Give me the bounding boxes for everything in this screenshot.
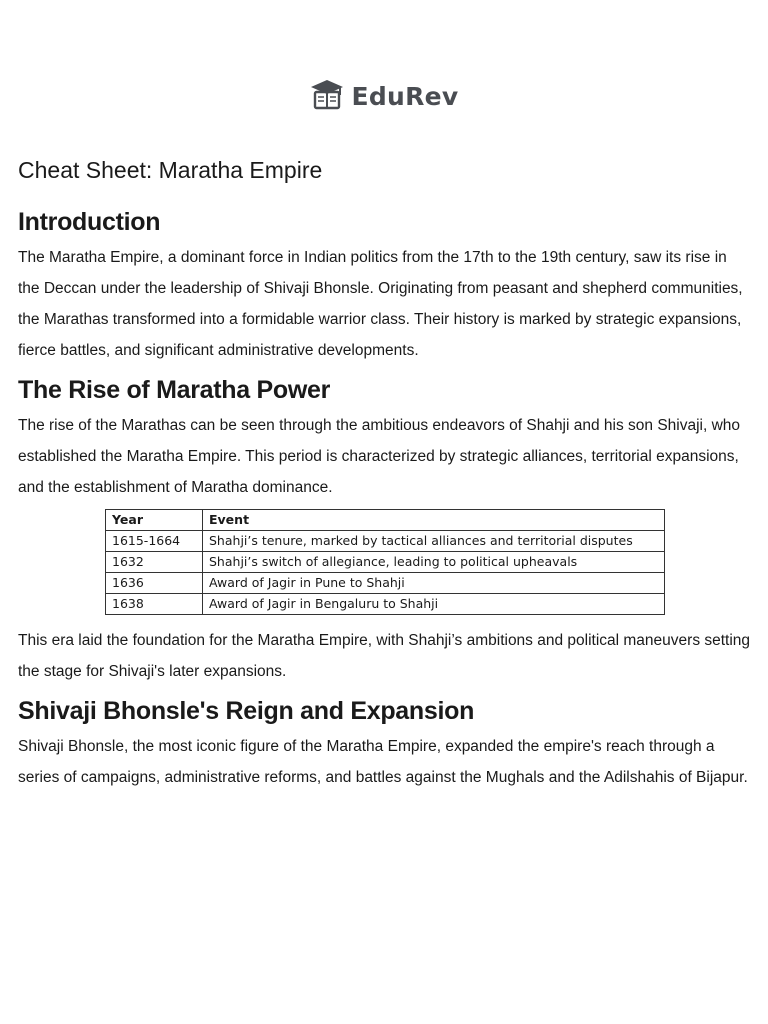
table-header-row xyxy=(106,510,665,531)
intro-paragraph: The Maratha Empire, a dominant force in Indian politics from the 17th to the 19th century, saw its rise in the Deccan under the leadership of Shivaji Bhonsle. Originating from peasant and shepherd communities, the Marathas transformed into a formidable warrior class. Their history is marked by strategic expansions, fierce battles, and significant administrative developments. xyxy=(18,249,743,359)
timeline-table xyxy=(105,509,665,615)
table-cell-year: 1638 xyxy=(106,594,203,615)
shivaji-paragraph: Shivaji Bhonsle, the most iconic figure of the Maratha Empire, expanded the empire's reach through a series of campaigns, administrative reforms, and battles against the Mughals and the Adilshahis of Bijapur. xyxy=(18,738,748,786)
table-cell-event: Award of Jagir in Bengaluru to Shahji xyxy=(203,594,665,615)
table-cell-year: 1615-1664 xyxy=(106,531,203,552)
table-cell-year: 1636 xyxy=(106,573,203,594)
rise-conclusion-paragraph: This era laid the foundation for the Maratha Empire, with Shahji’s ambitions and political maneuvers setting the stage for Shivaji's later expansions. xyxy=(18,632,751,680)
document-body xyxy=(18,152,752,797)
page-title: Cheat Sheet: Maratha Empire xyxy=(18,157,323,183)
table-row xyxy=(106,573,665,594)
table-row xyxy=(106,594,665,615)
table-row xyxy=(106,552,665,573)
section-heading-introduction: Introduction xyxy=(18,208,161,236)
rise-paragraph: The rise of the Marathas can be seen through the ambitious endeavors of Shahji and his son Shivaji, who established the Maratha Empire. This period is characterized by strategic alliances, territorial expansions, and the establishment of Maratha dominance. xyxy=(18,417,741,496)
brand-logo xyxy=(0,78,768,115)
table-row xyxy=(106,531,665,552)
table-header-event: Event xyxy=(203,510,665,531)
table-cell-event: Shahji’s tenure, marked by tactical alliances and territorial disputes xyxy=(203,531,665,552)
table-cell-event: Shahji’s switch of allegiance, leading to political upheavals xyxy=(203,552,665,573)
table-cell-year: 1632 xyxy=(106,552,203,573)
section-heading-rise: The Rise of Maratha Power xyxy=(18,376,331,404)
table-cell-event: Award of Jagir in Pune to Shahji xyxy=(203,573,665,594)
table-header-year: Year xyxy=(106,510,203,531)
section-heading-shivaji: Shivaji Bhonsle's Reign and Expansion xyxy=(18,697,475,725)
brand-name: EduRev xyxy=(351,82,459,111)
graduation-cap-book-icon xyxy=(309,78,345,115)
